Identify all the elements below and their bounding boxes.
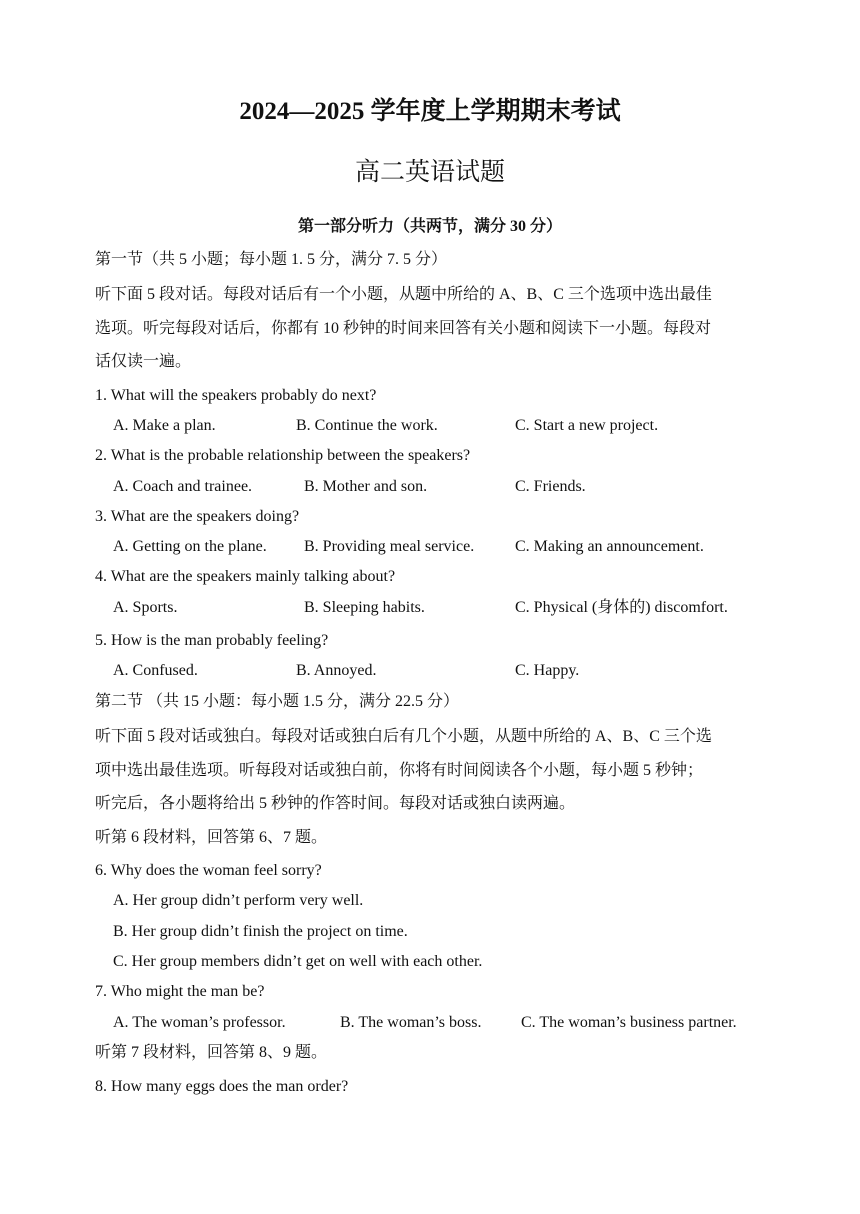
option-b: B. Continue the work.	[296, 417, 438, 434]
option-b: B. The woman’s boss.	[340, 1014, 482, 1031]
option-b: B. Her group didn’t finish the project on time.	[113, 923, 408, 940]
section1-instruction-line: 话仅读一遍。	[95, 353, 192, 370]
question-stem: 8. How many eggs does the man order?	[95, 1078, 349, 1095]
option-b: B. Providing meal service.	[304, 538, 475, 555]
option-a: A. Coach and trainee.	[113, 478, 253, 495]
option-a: A. Her group didn’t perform very well.	[113, 892, 364, 909]
question-stem: 1. What will the speakers probably do next?	[95, 387, 377, 404]
question-stem: 5. How is the man probably feeling?	[95, 632, 329, 649]
option-b: B. Mother and son.	[304, 478, 428, 495]
option-c: C. The woman’s business partner.	[521, 1014, 737, 1031]
section2-instruction-line: 听完后，各小题将给出 5 秒钟的作答时间。每段对话或独白读两遍。	[95, 795, 576, 812]
section1-heading: 第一节（共 5 小题；每小题 1. 5 分，满分 7. 5 分）	[95, 251, 448, 268]
question-stem: 4. What are the speakers mainly talking about?	[95, 568, 396, 585]
section2-heading: 第二节 （共 15 小题：每小题 1.5 分，满分 22.5 分）	[95, 693, 460, 710]
section2-instruction-line: 项中选出最佳选项。听每段对话或独白前，你将有时间阅读各个小题，每小题 5 秒钟；	[95, 762, 704, 779]
question-stem: 2. What is the probable relationship between the speakers?	[95, 447, 471, 464]
section1-instruction-line: 选项。听完每段对话后，你都有 10 秒钟的时间来回答有关小题和阅读下一小题。每段对	[95, 320, 712, 337]
part1-heading: 第一部分听力（共两节，满分 30 分）	[297, 218, 562, 235]
option-c: C. Friends.	[515, 478, 586, 495]
option-a: A. Getting on the plane.	[113, 538, 267, 555]
material-note: 听第 7 段材料，回答第 8、9 题。	[95, 1044, 328, 1061]
option-b: B. Annoyed.	[296, 662, 377, 679]
section1-instruction-line: 听下面 5 段对话。每段对话后有一个小题，从题中所给的 A、B、C 三个选项中选出最佳	[95, 286, 712, 303]
section2-instruction-line: 听下面 5 段对话或独白。每段对话或独白后有几个小题，从题中所给的 A、B、C 三个选	[95, 728, 712, 745]
exam-title: 2024—2025 学年度上学期期末考试	[239, 98, 621, 125]
option-c: C. Making an announcement.	[515, 538, 704, 555]
option-b: B. Sleeping habits.	[304, 599, 425, 616]
option-c: C. Start a new project.	[515, 417, 659, 434]
material-note: 听第 6 段材料，回答第 6、7 题。	[95, 829, 328, 846]
question-stem: 7. Who might the man be?	[95, 983, 265, 1000]
option-a: A. The woman’s professor.	[113, 1014, 286, 1031]
option-a: A. Make a plan.	[113, 417, 216, 434]
option-c: C. Her group members didn’t get on well with each other.	[113, 953, 483, 970]
option-a: A. Confused.	[113, 662, 198, 679]
option-c: C. Physical (身体的) discomfort.	[515, 599, 728, 616]
exam-subtitle: 高二英语试题	[354, 159, 505, 186]
question-stem: 6. Why does the woman feel sorry?	[95, 862, 322, 879]
question-stem: 3. What are the speakers doing?	[95, 508, 300, 525]
option-a: A. Sports.	[113, 599, 178, 616]
option-c: C. Happy.	[515, 662, 580, 679]
